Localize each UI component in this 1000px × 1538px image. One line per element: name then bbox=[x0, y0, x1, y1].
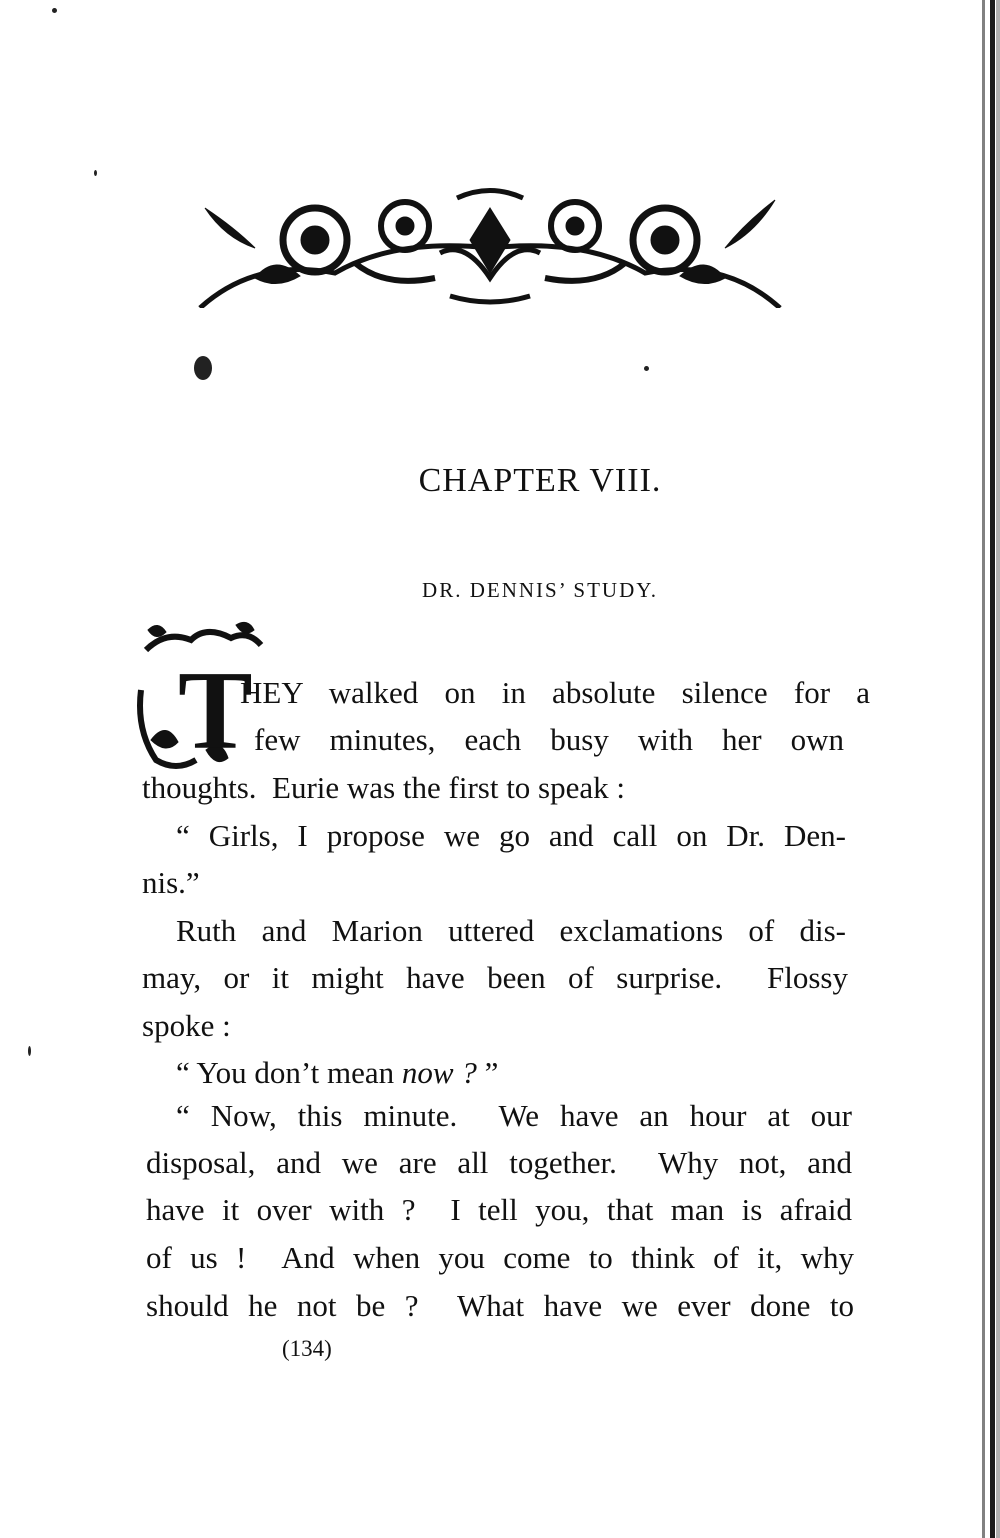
page-number: (134) bbox=[282, 1336, 332, 1361]
text-line: “ Now, this minute. We have an hour at our bbox=[176, 1098, 852, 1133]
text-line-part: ” bbox=[476, 1055, 499, 1090]
text-line: HEY walked on in absolute silence for a bbox=[240, 675, 870, 710]
text-line bbox=[176, 1055, 498, 1091]
text-line: nis.” bbox=[142, 865, 200, 900]
text-line: disposal, and we are all together. Why not, and bbox=[146, 1145, 852, 1180]
ink-speck bbox=[52, 8, 57, 13]
chapter-subtitle: DR. DENNIS’ STUDY. bbox=[422, 578, 658, 602]
chapter-title: CHAPTER VIII. bbox=[418, 462, 662, 499]
text-line: of us ! And when you come to think of it, why bbox=[146, 1240, 854, 1275]
text-line: may, or it might have been of surprise. Flossy bbox=[142, 960, 848, 995]
drop-cap-letter: T bbox=[178, 649, 253, 773]
text-line: should he not be ? What have we ever done to bbox=[146, 1288, 854, 1323]
ornament-headpiece bbox=[195, 178, 785, 308]
scan-edge bbox=[990, 0, 995, 1538]
ink-speck bbox=[94, 170, 97, 176]
italic-word: now ? bbox=[401, 1055, 477, 1090]
text-line: “ Girls, I propose we go and call on Dr. Den- bbox=[176, 818, 846, 853]
scan-edge bbox=[996, 0, 1000, 1538]
ink-speck bbox=[644, 366, 649, 371]
ink-speck bbox=[28, 1046, 31, 1056]
scan-edge bbox=[982, 0, 985, 1538]
text-line: thoughts. Eurie was the first to speak : bbox=[142, 770, 625, 805]
text-line-part: “ You don’t mean bbox=[176, 1055, 402, 1090]
text-line: have it over with ? I tell you, that man is afraid bbox=[146, 1192, 852, 1227]
text-line: spoke : bbox=[142, 1008, 231, 1043]
ink-speck bbox=[194, 356, 212, 380]
text-line: few minutes, each busy with her own bbox=[254, 722, 844, 757]
text-line: Ruth and Marion uttered exclamations of dis- bbox=[176, 913, 846, 948]
